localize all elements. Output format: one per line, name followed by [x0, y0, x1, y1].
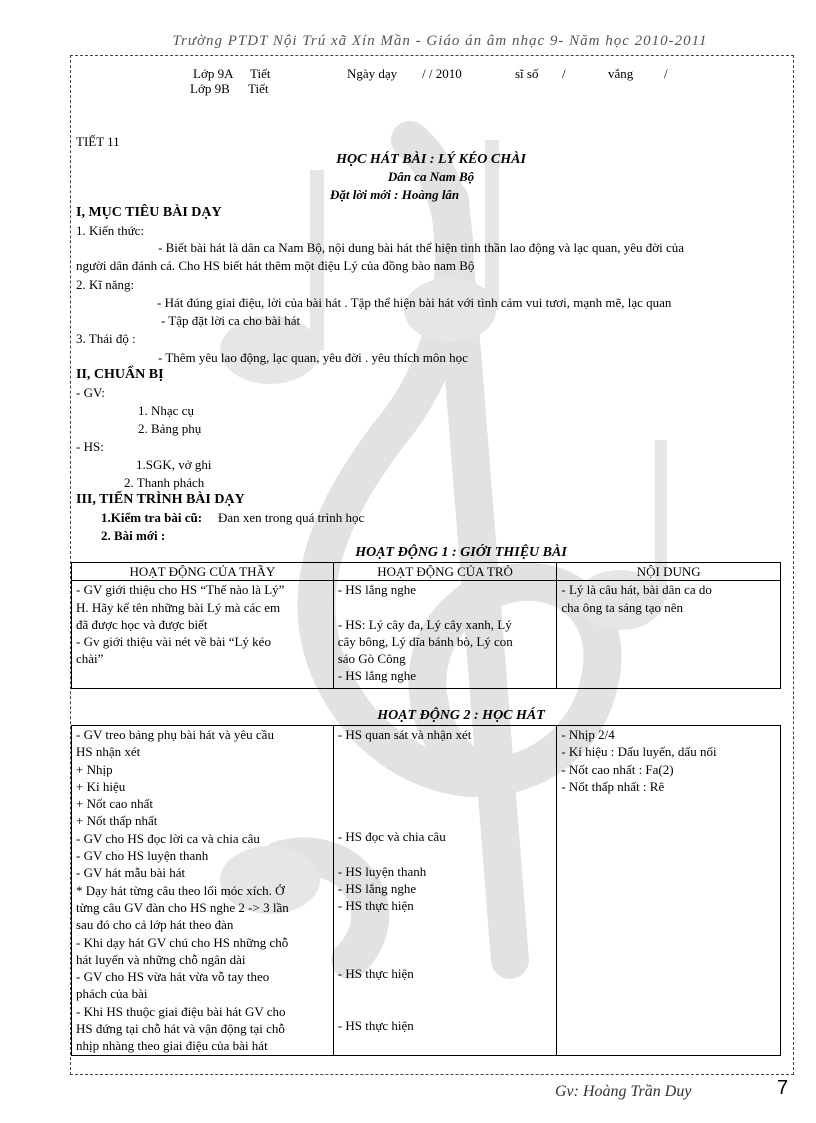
header-teacher: HOẠT ĐỘNG CỦA THẦY [72, 563, 334, 581]
text-line: - GV hát mẫu bài hát [76, 865, 186, 881]
blank-line [338, 983, 553, 1000]
activity-1-body-row [72, 581, 781, 689]
text-line: - HS thực hiện [337, 966, 414, 982]
text-line: - Nhịp 2/4 [561, 727, 615, 742]
text-line: - HS lắng nghe [337, 582, 417, 598]
siso-label: sĩ số [515, 66, 539, 81]
activity-2-student-cell [333, 726, 557, 1056]
page-header: Trường PTDT Nội Trú xã Xín Mần - Giáo án âm nhạc 9- Năm học 2010-2011 [172, 33, 708, 49]
blank-line [338, 948, 553, 965]
class-9a-label: Lớp 9A [193, 66, 234, 81]
blank-line [338, 794, 553, 811]
skill-line-1: - Hát đúng giai điệu, lời của bài hát . Tập thể hiện bài hát với tình cảm vui tươi, mạnh mẽ, lạc quan [157, 295, 672, 310]
activity-2-title: HOẠT ĐỘNG 2 : HỌC HÁT [377, 708, 545, 723]
knowledge-label: 1. Kiến thức: [76, 223, 145, 238]
footer-author: Gv: Hoàng Trần Duy [555, 1083, 692, 1100]
activity-1-student-cell [333, 581, 557, 689]
text-line: - GV cho HS luyện thanh [76, 848, 209, 864]
gv-item-2: 2. Bảng phụ [138, 421, 202, 436]
absent-slash: / [664, 66, 668, 81]
gv-item-1: 1. Nhạc cụ [138, 403, 194, 418]
text-line: - Nốt thấp nhất : Rê [561, 778, 665, 794]
blank-line [338, 777, 553, 794]
page-number: 7 [777, 1077, 789, 1099]
text-line: + Nhịp [76, 761, 113, 777]
blank-line [338, 914, 553, 931]
lesson-subtitle: Dân ca Nam Bộ [387, 169, 475, 184]
text-line: + Kí hiệu [76, 778, 126, 794]
text-line: - HS luyện thanh [337, 863, 427, 879]
section-2-heading: II, CHUẨN BỊ [76, 367, 164, 382]
new-lesson-label: 2. Bài mới : [101, 528, 166, 543]
text-line: - GV giới thiệu cho HS “Thế nào là Lý” [76, 582, 285, 598]
hs-label: - HS: [76, 439, 104, 454]
text-line: * Dạy hát từng câu theo lối móc xích. Ở [76, 882, 285, 898]
section-1-heading: I, MỤC TIÊU BÀI DẠY [76, 205, 222, 220]
activity-1-teacher-cell [72, 581, 334, 689]
class-9b-label: Lớp 9B [190, 81, 230, 96]
blank-line [338, 931, 553, 948]
lesson-lyricist: Đặt lời mới : Hoàng lân [330, 187, 460, 202]
header-content: NỘI DUNG [557, 563, 781, 581]
blank-line [338, 760, 553, 777]
activity-2-content-cell [557, 726, 781, 1056]
attitude-label: 3. Thái độ : [76, 331, 136, 346]
text-line: - HS lắng nghe [337, 668, 417, 684]
gv-label: - GV: [76, 385, 106, 400]
text-line: từng câu GV đàn cho HS nghe 2 -> 3 lần [76, 899, 289, 915]
skill-label: 2. Kĩ năng: [76, 277, 135, 292]
lesson-number: TIẾT 11 [76, 134, 120, 149]
text-line: - Khi dạy hát GV chú cho HS những chỗ [76, 934, 289, 950]
text-line: - HS thực hiện [337, 898, 414, 914]
attitude-line-1: - Thêm yêu lao động, lạc quan, yêu đời . yêu thích môn học [158, 350, 468, 365]
text-line: - HS: Lý cây đa, Lý cây xanh, Lý [337, 616, 512, 632]
blank-line [338, 1034, 553, 1051]
text-line: - HS đọc và chia câu [337, 829, 446, 845]
hs-item-2: 2. Thanh phách [124, 475, 205, 490]
skill-line-2: - Tập đặt lời ca cho bài hát [161, 313, 301, 328]
text-line: - Nốt cao nhất : Fa(2) [561, 761, 674, 777]
activity-1-header-row [72, 563, 781, 581]
date-value: / / 2010 [422, 66, 462, 81]
activity-1-title: HOẠT ĐỘNG 1 : GIỚI THIỆU BÀI [355, 545, 567, 560]
blank-line [338, 1000, 553, 1017]
text-line: hát luyến và những chỗ ngân dài [76, 951, 246, 967]
class-9b-tiet: Tiết [248, 81, 269, 96]
text-line: - GV cho HS đọc lời ca và chia câu [76, 830, 260, 846]
knowledge-line-1: - Biết bài hát là dân ca Nam Bộ, nội dung bài hát thể hiện tinh thần lao động và lạc quan, yêu đời của [158, 240, 685, 255]
text-line: sau đó cho cả lớp hát theo đàn [76, 917, 234, 933]
activity-1-content-cell [557, 581, 781, 689]
text-line: - HS quan sát và nhận xét [337, 727, 472, 742]
text-line: - GV treo bảng phụ bài hát và yêu cầu [76, 727, 274, 742]
text-line: HS nhận xét [76, 744, 141, 760]
text-line: + Nốt thấp nhất [76, 813, 158, 829]
hs-item-1: 1.SGK, vở ghi [136, 457, 212, 472]
text-line: chài” [76, 651, 104, 667]
text-line: nhịp nhàng theo giai điệu của bài hát [76, 1038, 268, 1054]
section-3-heading: III, TIẾN TRÌNH BÀI DẠY [76, 492, 245, 507]
activity-2-body-row [72, 726, 781, 1056]
text-line: + Nốt cao nhất [76, 796, 154, 812]
header-student: HOẠT ĐỘNG CỦA TRÒ [333, 563, 557, 581]
knowledge-line-2: người dân đánh cá. Cho HS biết hát thêm một điệu Lý của đồng bào nam Bộ [76, 258, 475, 273]
siso-slash: / [562, 66, 566, 81]
text-line: - GV cho HS vừa hát vừa vỗ tay theo [76, 969, 270, 985]
text-line: HS đứng tại chỗ hát và vận động tại chỗ [76, 1021, 285, 1037]
text-line: - Lý là câu hát, bài dân ca do [561, 582, 712, 598]
text-line: - HS lắng nghe [337, 880, 417, 896]
blank-line [338, 811, 553, 828]
activity-2-table [71, 725, 781, 1056]
text-line: đã được học và được biết [76, 616, 208, 632]
date-label: Ngày dạy [347, 66, 398, 81]
text-line: sáo Gò Công [337, 651, 406, 667]
activity-1-table [71, 562, 781, 689]
text-line: cây bông, Lý dĩa bánh bò, Lý con [337, 633, 513, 649]
class-9a-tiet: Tiết [250, 66, 271, 81]
text-line: cha ông ta sáng tạo nên [561, 599, 684, 615]
text-line: - Gv giới thiệu vài nét về bài “Lý kéo [76, 634, 271, 650]
lesson-title: HỌC HÁT BÀI : LÝ KÉO CHÀI [336, 152, 526, 167]
blank-line [338, 743, 553, 760]
text-line: phách của bài [76, 986, 148, 1002]
text-line: - Khi HS thuộc giai điệu bài hát GV cho [76, 1003, 286, 1019]
activity-2-teacher-cell [72, 726, 334, 1056]
absent-label: vắng [608, 66, 634, 81]
blank-line [338, 846, 553, 863]
text-line: H. Hãy kể tên những bài Lý mà các em [76, 599, 281, 615]
check-label: 1.Kiểm tra bài cũ: [101, 510, 203, 525]
text-line: - Kí hiệu : Dấu luyến, dấu nối [561, 744, 717, 760]
check-text: Đan xen trong quá trình học [218, 510, 365, 525]
text-line: - HS thực hiện [337, 1017, 414, 1033]
